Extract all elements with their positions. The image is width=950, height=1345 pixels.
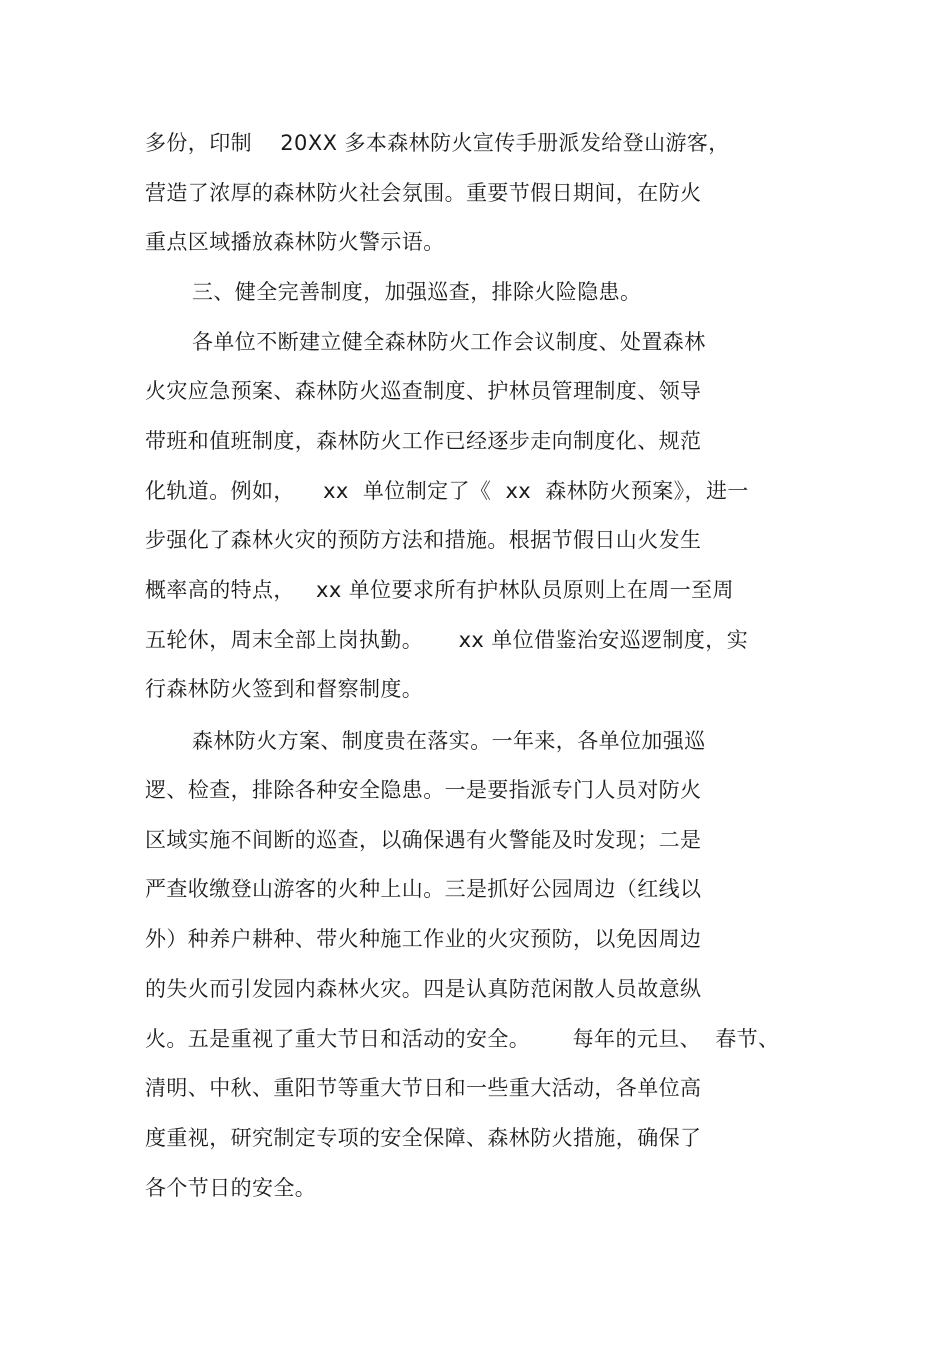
section-heading: 三、健全完善制度，加强巡查，排除火险隐患。 (192, 280, 642, 304)
text-line: 化轨道。例如， xx 单位制定了《 xx 森林防火预案》，进一 (145, 479, 749, 503)
text-line: 多份，印制 20XX 多本森林防火宣传手册派发给登山游客， (145, 131, 730, 155)
text-line: 各单位不断建立健全森林防火工作会议制度、处置森林 (192, 330, 706, 354)
text-line: 清明、中秋、重阳节等重大节日和一些重大活动，各单位高 (145, 1076, 702, 1100)
text-line: 各个节日的安全。 (145, 1176, 317, 1200)
text-line: 火灾应急预案、森林防火巡查制度、护林员管理制度、领导 (145, 379, 702, 403)
text-line: 概率高的特点， xx 单位要求所有护林队员原则上在周一至周 (145, 578, 734, 602)
text-line: 严查收缴登山游客的火种上山。三是抓好公园周边（红线以 (145, 877, 702, 901)
text-line: 的失火而引发园内森林火灾。四是认真防范闲散人员故意纵 (145, 977, 702, 1001)
text-line: 营造了浓厚的森林防火社会氛围。重要节假日期间，在防火 (145, 181, 702, 205)
text-line: 度重视，研究制定专项的安全保障、森林防火措施，确保了 (145, 1126, 702, 1150)
text-line: 区域实施不间断的巡查，以确保遇有火警能及时发现；二是 (145, 828, 702, 852)
text-line: 重点区域播放森林防火警示语。 (145, 230, 445, 254)
text-line: 火。五是重视了重大节日和活动的安全。 每年的元旦、 春节、 (145, 1027, 780, 1051)
text-line: 森林防火方案、制度贵在落实。一年来，各单位加强巡 (192, 729, 706, 753)
text-line: 步强化了森林火灾的预防方法和措施。根据节假日山火发生 (145, 528, 702, 552)
text-line: 外）种养户耕种、带火种施工作业的火灾预防，以免因周边 (145, 927, 702, 951)
text-line: 行森林防火签到和督察制度。 (145, 677, 424, 701)
text-line: 带班和值班制度，森林防火工作已经逐步走向制度化、规范 (145, 429, 702, 453)
text-line: 逻、检查，排除各种安全隐患。一是要指派专门人员对防火 (145, 778, 702, 802)
text-line: 五轮休，周末全部上岗执勤。 xx 单位借鉴治安巡逻制度，实 (145, 628, 749, 652)
